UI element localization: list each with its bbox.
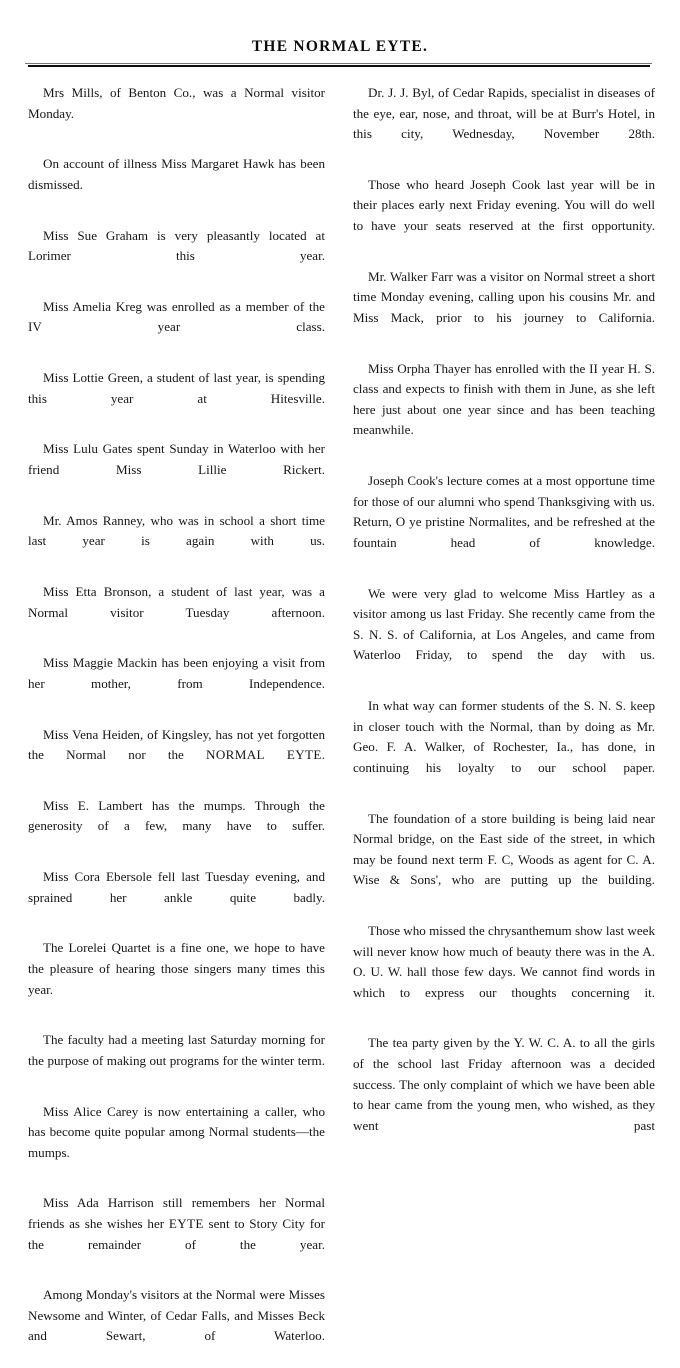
news-item-paragraph: Miss Ada Harrison still remembers her Normal friends as she wishes her EYTE sent to Story City for the remainder of the year.	[28, 1195, 325, 1252]
news-item-paragraph: Those who heard Joseph Cook last year will be in their places early next Friday evening. You will do well to have your seats reserved at the first opportunity.	[353, 176, 655, 234]
news-item-paragraph: Miss E. Lambert has the mumps. Through the generosity of a few, many have to suffer.	[28, 797, 325, 834]
news-item-paragraph: Miss Vena Heiden, of Kingsley, has not yet forgotten the Normal nor the NORMAL EYTE.	[28, 726, 325, 763]
small-caps-masthead-reference: EYTE	[168, 1216, 204, 1231]
news-item-paragraph: Miss Alice Carey is now entertaining a caller, who has become quite popular among Normal students—the mumps.	[28, 1103, 325, 1160]
news-item-paragraph: In what way can former students of the S. N. S. keep in closer touch with the Normal, than by doing as Mr. Geo. F. A. Walker, of Rochester, Ia., has done, in continuing his loyalty to our school paper.	[353, 698, 655, 775]
news-item-paragraph: Miss Maggie Mackin has been enjoying a visit from her mother, from Independence.	[28, 655, 325, 691]
masthead-divider	[25, 63, 652, 69]
news-item-paragraph: The tea party given by the Y. W. C. A. to all the girls of the school last Friday afternoon was a decided success. The only complaint of which we have been able to hear came from the young men, who wished, as they went past	[353, 1035, 655, 1133]
news-item-paragraph: Mrs Mills, of Benton Co., was a Normal visitor Monday.	[28, 85, 325, 121]
news-item-paragraph: Miss Orpha Thayer has enrolled with the II year H. S. class and expects to finish with them in June, as she left here just about one year since and has been teaching meanwhile.	[353, 360, 655, 438]
news-item-paragraph: Those who missed the chrysanthemum show last week will never know how much of beauty there was in the A. O. U. W. hall those few days. We cannot find words in which to express our thoughts concerning it.	[353, 922, 655, 1000]
news-item-paragraph: The faculty had a meeting last Saturday morning for the purpose of making out programs for the winter term.	[28, 1032, 325, 1068]
news-item-paragraph: Miss Lottie Green, a student of last year, is spending this year at Hitesville.	[28, 370, 325, 406]
masthead	[0, 0, 680, 56]
news-item-paragraph: Miss Lulu Gates spent Sunday in Waterloo with her friend Miss Lillie Rickert.	[28, 441, 325, 477]
divider-line-thin	[25, 63, 652, 64]
small-caps-masthead-reference: NORMAL EYTE	[206, 747, 322, 763]
column-right	[353, 83, 655, 1368]
column-gutter	[325, 83, 353, 1368]
news-item-paragraph: The foundation of a store building is being laid near Normal bridge, on the East side of the street, in which may be found next term F. C, Woods as agent for C. A. Wise & Sons', who are putting up the building.	[353, 810, 655, 888]
two-column-body	[0, 83, 680, 1368]
news-item-paragraph: Mr. Walker Farr was a visitor on Normal street a short time Monday evening, calling upon his cousins Mr. and Miss Mack, prior to his journey to California.	[353, 268, 655, 325]
divider-line-thick	[28, 65, 650, 67]
news-item-paragraph: The Lorelei Quartet is a fine one, we hope to have the pleasure of hearing those singers many times this year.	[28, 940, 325, 997]
news-item-paragraph: Miss Amelia Kreg was enrolled as a member of the IV year class.	[28, 298, 325, 335]
page-title: THE NORMAL EYTE.	[251, 38, 429, 55]
news-item-paragraph: We were very glad to welcome Miss Hartley as a visitor among us last Friday. She recently came from the S. N. S. of California, at Los Angeles, and came from Waterloo Friday, to spend the day with us.	[353, 585, 655, 663]
column-left	[28, 83, 325, 1368]
news-item-paragraph: On account of illness Miss Margaret Hawk has been dismissed.	[28, 156, 325, 192]
news-item-paragraph: Miss Sue Graham is very pleasantly located at Lorimer this year.	[28, 227, 325, 264]
news-item-paragraph: Joseph Cook's lecture comes at a most opportune time for those of our alumni who spend Thanksgiving with us. Return, O ye pristine Normalites, and be refreshed at the fountain head of knowledge.	[353, 473, 655, 550]
news-item-paragraph: Among Monday's visitors at the Normal were Misses Newsome and Winter, of Cedar Falls, and Misses Beck and Sewart, of Waterloo.	[28, 1287, 325, 1344]
news-item-paragraph: Mr. Amos Ranney, who was in school a short time last year is again with us.	[28, 512, 325, 549]
news-item-paragraph: Dr. J. J. Byl, of Cedar Rapids, specialist in diseases of the eye, ear, nose, and throat, will be at Burr's Hotel, in this city, Wednesday, November 28th.	[353, 85, 655, 142]
news-item-paragraph: Miss Etta Bronson, a student of last year, was a Normal visitor Tuesday afternoon.	[28, 583, 325, 620]
news-item-paragraph: Miss Cora Ebersole fell last Tuesday evening, and sprained her ankle quite badly.	[28, 869, 325, 905]
